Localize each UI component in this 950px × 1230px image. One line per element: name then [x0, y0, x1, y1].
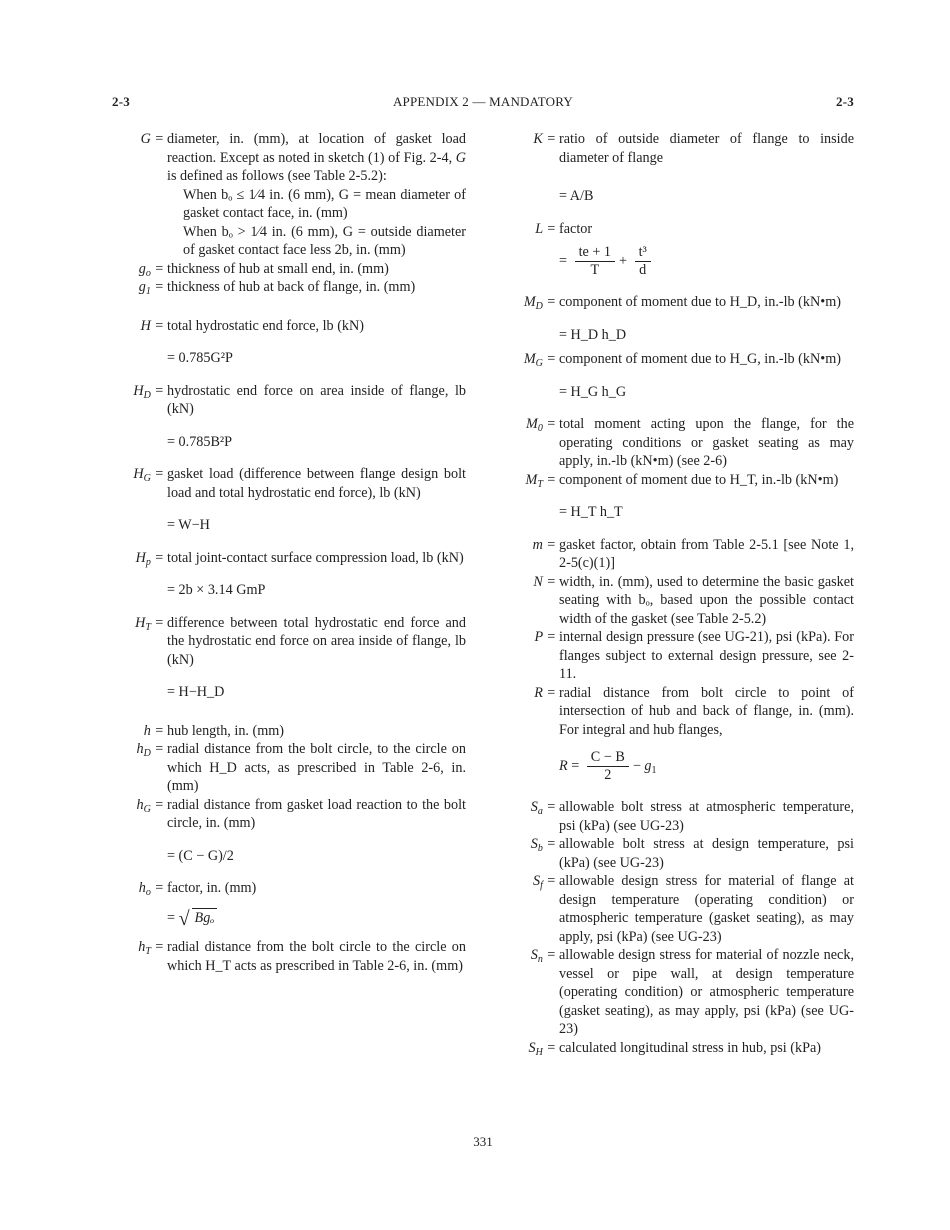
def-go: $g_o$ = thickness of hub at small end, in. (mm) — [138, 260, 389, 279]
eq-ho: = √ Bgₒ — [106, 908, 466, 929]
eq-Hp: = 2b × 3.14 GmP — [167, 582, 266, 598]
def-Sa: $S_a$ = allowable bolt stress at atmospheric temperature, psi (kPa) (see UG-23) — [530, 799, 854, 834]
def-R: R = radial distance from bolt circle to point of intersection of hub and back of flange, in. (mm). For integral and hub flanges, — [534, 684, 854, 738]
def-K: K = ratio of outside diameter of flange to inside diameter of flange — [533, 131, 854, 166]
def-L: L = factor — [535, 220, 593, 237]
right-column — [502, 130, 854, 1057]
def-hG: $h_G$ = radial distance from gasket load reaction to the bolt circle, in. (mm) — [136, 796, 466, 831]
eq-MG: = H_G h_G — [559, 383, 627, 400]
def-ho: $h_o$ = factor, in. (mm) — [138, 880, 257, 898]
eq-R: R = $\frac{C - B}{2}$ − $g_1$ — [559, 749, 657, 783]
eq-HD: = 0.785B²P — [167, 433, 233, 450]
def-Hp: $H_p$ = total joint-contact surface compression load, lb (kN) — [135, 549, 464, 568]
def-Sb: $S_b$ = allowable bolt stress at design temperature, psi (kPa) (see UG-23) — [530, 836, 854, 871]
eq-K: = A/B — [559, 188, 594, 204]
def-MT: $M_T$ = component of moment due to H_T, in.-lb (kN•m) — [525, 471, 839, 490]
def-HD: $H_D$ = hydrostatic end force on area inside of flange, lb (kN) — [133, 382, 466, 417]
def-HT: $H_T$ = difference between total hydrostatic end force and the hydrostatic end force on area inside of flange, lb (kN) — [135, 614, 466, 668]
def-m: m = gasket factor, obtain from Table 2-5.1 [see Note 1, 2-5(c)(1)] — [532, 536, 854, 571]
eq-HT: = H−H_D — [167, 684, 225, 700]
eq-MT: = H_T h_T — [559, 504, 623, 520]
def-HG: $H_G$ = gasket load (difference between flange design bolt load and total hydrostatic end force), lb (kN) — [133, 466, 466, 501]
left-column — [106, 130, 466, 975]
ho-sqrt-arg: Bgₒ — [192, 908, 218, 928]
def-M0: $M_0$ = total moment acting upon the flange, for the operating conditions or gasket seating as may apply, in.-lb (kN•m) (see 2-6) — [526, 416, 854, 469]
def-g1: $g_1$ = thickness of hub at back of flange, in. (mm) — [138, 279, 416, 297]
def-h: h = hub length, in. (mm) — [143, 722, 285, 739]
def-SH: $S_H$ = calculated longitudinal stress in hub, psi (kPa) — [528, 1039, 822, 1058]
def-MD: $M_D$ = component of moment due to H_D, in.-lb (kN•m) — [523, 294, 841, 312]
def-P: P = internal design pressure (see UG-21), psi (kPa). For flanges subject to external design pressure, see 2-11. — [534, 629, 854, 682]
def-G: G = diameter, in. (mm), at location of gasket load reaction. Except as noted in sketch (1) of Fig. 2-4, G is defined as follows (see Table 2-5.2): When bₒ ≤ 1⁄4 in. (6 mm), G = mean diameter of gasket contact face, in. (mm) When bₒ > 1⁄4 in. (6 mm), G = outside diameter of gasket contact face less 2b, in. (mm) — [140, 131, 466, 258]
eq-L: = $\frac{te + 1}{T}$ + $\frac{\text{t³}}{d}$ — [502, 244, 854, 279]
def-hD: $h_D$ = radial distance from the bolt circle, to the circle on which H_D acts, as prescribed in Table 2-6, in. (mm) — [136, 741, 466, 794]
eq-HG: = W−H — [167, 517, 210, 533]
running-header: APPENDIX 2 — MANDATORY — [392, 94, 574, 109]
def-N: N = width, in. (mm), used to determine the basic gasket seating with bₒ, based upon the possible contact width of the gasket (see Table 2-5.2) — [533, 573, 854, 627]
def-hT: $h_T$ = radial distance from the bolt circle to the circle on which H_T acts as prescribed in Table 2-6, in. (mm) — [138, 939, 466, 974]
def-MG: $M_G$ = component of moment due to H_G, in.-lb (kN•m) — [523, 351, 841, 369]
page-number: 331 — [473, 1134, 493, 1149]
def-Sn: $S_n$ = allowable design stress for material of nozzle neck, vessel or pipe wall, at design temperature (operating condition) or atmospheric temperature (gasket seating), as may apply, psi (kPa) (see UG-23) — [530, 947, 854, 1037]
def-Sf: $S_f$ = allowable design stress for material of flange at design temperature (operating condition) or atmospheric temperature (gasket seating), as may apply, psi (kPa) (see UG-23) — [533, 873, 854, 945]
def-H: H = total hydrostatic end force, lb (kN) — [140, 317, 364, 334]
section-number-right: 2-3 — [836, 94, 854, 109]
eq-MD: = H_D h_D — [559, 326, 627, 343]
eq-H: = 0.785G²P — [167, 350, 233, 366]
eq-hG: = (C − G)/2 — [167, 847, 234, 864]
section-number-left: 2-3 — [112, 94, 130, 109]
